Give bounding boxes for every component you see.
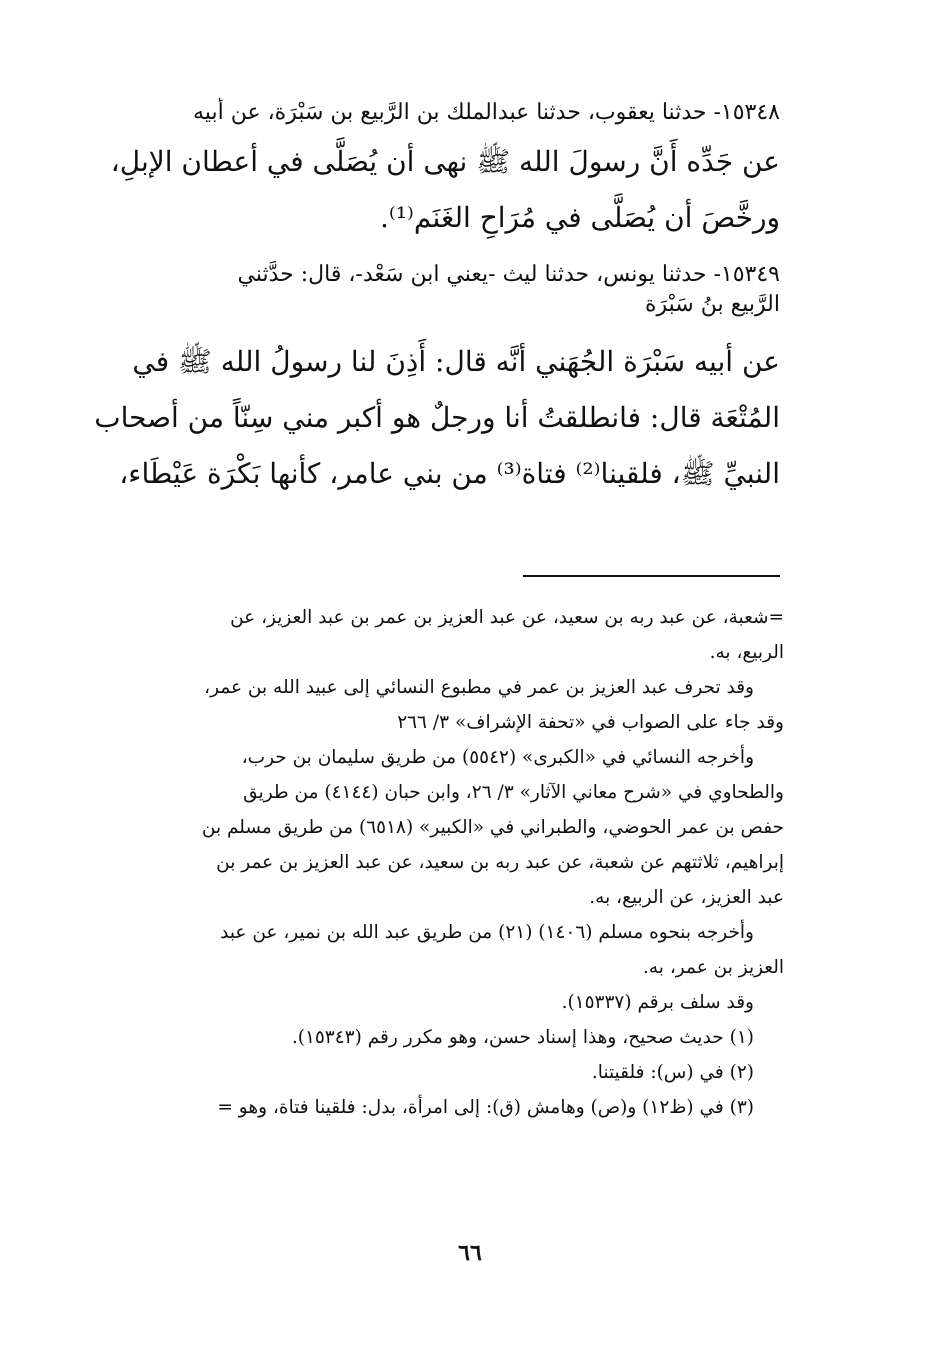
text-line: عن أبيه سَبْرَة الجُهَني أنَّه قال: أَذِنَ لنا رسولُ الله ﷺ في <box>132 345 780 378</box>
text-line: النبيِّ ﷺ، فلقينا⁽²⁾ فتاة⁽³⁾ من بني عامر، كأنها بَكْرَة عَيْطَاء، <box>119 457 780 490</box>
text-line: عن جَدِّه أَنَّ رسولَ الله ﷺ نهى أن يُصَلَّى في أعطان الإبلِ، <box>110 145 780 178</box>
text-line: حفص بن عمر الحوضي، والطبراني في «الكبير» (٦٥١٨) من طريق مسلم بن <box>201 817 784 838</box>
text-line: وأخرجه بنحوه مسلم (١٤٠٦) (٢١) من طريق عبد الله بن نمير، عن عبد <box>220 922 754 943</box>
page-number: ٦٦ <box>458 1240 482 1266</box>
text-line: =شعبة، عن عبد ربه بن سعيد، عن عبد العزيز بن عمر بن عبد العزيز، عن <box>230 607 784 628</box>
footnote-paragraph <box>74 670 784 740</box>
text-line: ١٥٣٤٩- حدثنا يونس، حدثنا ليث -يعني ابن سَعْد-، قال: حدَّثني <box>237 262 780 287</box>
footnote-paragraph <box>74 915 784 985</box>
footnote-paragraph <box>74 985 784 1020</box>
text-line: (٣) في (ظ١٢) و(ص) وهامش (ق): إلى امرأة، بدل: فلقينا فتاة، وهو = <box>217 1097 754 1118</box>
hadith-15349-matn <box>74 334 780 502</box>
hadith-15348-isnad <box>74 98 780 128</box>
footnote-paragraph <box>74 740 784 915</box>
text-line: وقد جاء على الصواب في «تحفة الإشراف» ٣/ ٢٦٦ <box>397 712 784 733</box>
text-line: عبد العزيز، عن الربيع، به. <box>589 887 784 908</box>
hadith-15348-matn <box>74 134 780 246</box>
text-line: الرَّبيع بنُ سَبْرَة <box>644 292 780 317</box>
text-line: والطحاوي في «شرح معاني الآثار» ٣/ ٢٦، وابن حبان (٤١٤٤) من طريق <box>243 782 784 803</box>
hadith-15349-isnad <box>74 260 780 320</box>
text-line: (٢) في (س): فلقيتنا. <box>591 1062 754 1083</box>
text-line: وأخرجه النسائي في «الكبرى» (٥٥٤٢) من طريق سليمان بن حرب، <box>241 747 754 768</box>
text-line: ورخَّصَ أن يُصَلَّى في مُرَاحِ الغَنَم⁽¹⁾. <box>380 201 780 234</box>
footnote-2 <box>74 1055 784 1090</box>
footnote-3 <box>74 1090 784 1125</box>
text-line: ١٥٣٤٨- حدثنا يعقوب، حدثنا عبدالملك بن الرَّبيع بن سَبْرَة، عن أبيه <box>193 100 780 125</box>
footnote-continuation <box>74 600 784 670</box>
text-line: إبراهيم، ثلاثتهم عن شعبة، عن عبد ربه بن سعيد، عن عبد العزيز بن عمر بن <box>216 852 784 873</box>
text-line: (١) حديث صحيح، وهذا إسناد حسن، وهو مكرر رقم (١٥٣٤٣). <box>291 1027 754 1048</box>
text-line: وقد تحرف عبد العزيز بن عمر في مطبوع النسائي إلى عبيد الله بن عمر، <box>204 677 754 698</box>
footnotes <box>74 600 784 1125</box>
text-line: الربيع، به. <box>709 642 784 663</box>
footnote-divider <box>523 575 780 577</box>
main-text <box>74 98 780 502</box>
text-line: المُتْعَة قال: فانطلقتُ أنا ورجلٌ هو أكبر مني سِنّاً من أصحاب <box>94 401 780 434</box>
text-line: وقد سلف برقم (١٥٣٣٧). <box>561 992 754 1013</box>
text-line: العزيز بن عمر، به. <box>643 957 784 978</box>
footnote-1 <box>74 1020 784 1055</box>
